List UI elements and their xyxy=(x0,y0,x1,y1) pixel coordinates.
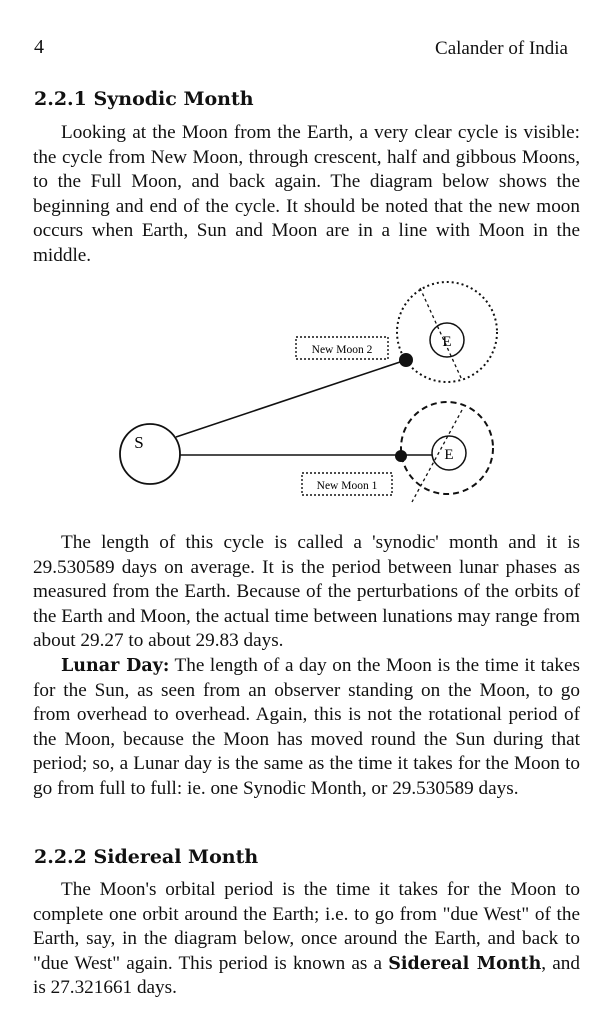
sun-label: S xyxy=(134,433,144,452)
new-moon-diagram xyxy=(0,270,600,520)
new-moon-2 xyxy=(399,353,413,367)
page-number: 4 xyxy=(34,36,44,58)
sidereal-month-term: Sidereal Month xyxy=(388,953,542,974)
sun-to-new-moon-2-line xyxy=(176,360,406,437)
section-heading-synodic-month: 2.2.1 Synodic Month xyxy=(34,88,254,110)
new-moon-2-label: New Moon 2 xyxy=(311,344,373,356)
sun xyxy=(120,424,180,484)
lunar-day-paragraph xyxy=(33,654,580,801)
earth-label-lower: E xyxy=(444,447,454,463)
new-moon-1-label: New Moon 1 xyxy=(316,480,378,492)
section-heading-sidereal-month: 2.2.2 Sidereal Month xyxy=(34,846,259,868)
lunar-day-term: Lunar Day: xyxy=(61,656,170,676)
lunar-day-text: The length of a day on the Moon is the time it takes for the Sun, as seen from an observer standing on the Moon, to go from overhead to overhead. Again, this is not the rotational period of the Moon, because the Moon has moved round the Sun during that period; so, a Lunar day is the same as the time it takes for the Moon to go from full to full: ie. one Synodic Month, or 29.530589 days. xyxy=(33,655,581,799)
running-title: Calander of India xyxy=(435,38,568,59)
new-moon-1 xyxy=(395,450,407,462)
synodic-length-paragraph: The length of this cycle is called a 'synodic' month and it is 29.530589 days on average. It is the period between lunar phases as measured from the Earth. Because of the perturbations of the orbits of the Earth and Moon, the actual time between lunations may range from about 29.27 to about 29.83 days. xyxy=(33,532,580,651)
sidereal-text-before: The Moon's orbital period is the time it takes for the Moon to complete one orbit around the Earth; i.e. to go from "due West" of the Earth, say, in the diagram below, once around the Earth, and back to "due West" again. This period is known as a xyxy=(33,879,580,974)
sidereal-text-after: , and is 27.321661 days. xyxy=(33,952,580,998)
intro-paragraph: Looking at the Moon from the Earth, a very clear cycle is visible: the cycle from New Moon, through crescent, half and gibbous Moons, to the Full Moon, and back again. The diagram below shows the beginning and end of the cycle. It should be noted that the new moon occurs when Earth, Sun and Moon are in a line with Moon in the middle. xyxy=(33,122,580,266)
earth-label-upper: E xyxy=(442,334,452,350)
sidereal-paragraph xyxy=(33,878,580,1001)
